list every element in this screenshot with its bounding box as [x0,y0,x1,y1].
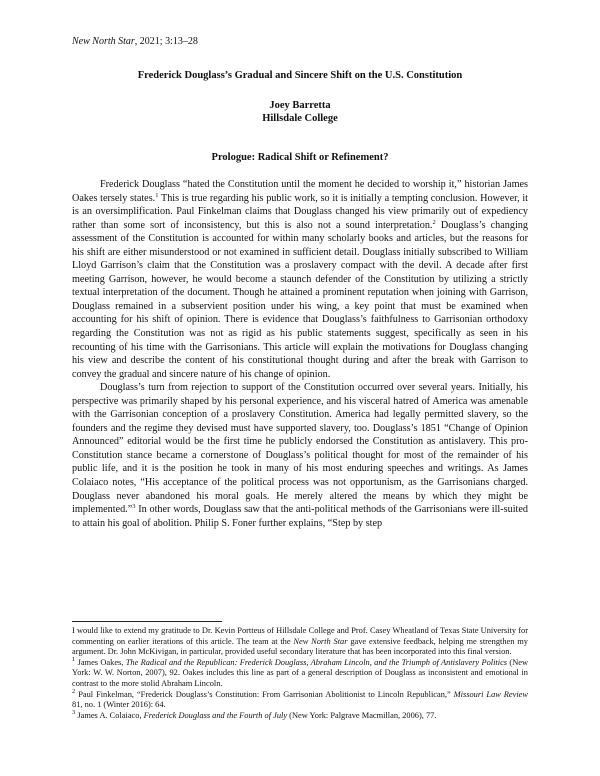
fn2-journal: Missouri Law Review [453,689,528,699]
ack-text-a: I would like to extend my gratitude to Dr. Kevin Portteus of Hillsdale College and Prof. Casey Wheatland of Texas State University for commenting on earlier iterations of this article. The team at the [72,626,528,646]
fn1-text-a: James Oakes, [75,657,126,667]
footnote-1 [72,655,529,690]
journal-volume: , 2021; 3:13–28 [134,36,198,47]
footnote-2 [72,687,528,711]
paragraph-1 [72,178,528,381]
fn1-title: The Radical and the Republican: Frederick Douglass, Abraham Lincoln, and the Triumph of Antislavery Politics [125,657,508,667]
author-affiliation: Hillsdale College [262,113,338,124]
fn1-text-b: (New York: W. W. Norton, 2007), 92. Oakes includes this line as part of a general description of Douglass as inconsistent and emotional in contrast to the more stolid Abraham Lincoln. [72,657,529,688]
section-heading: Prologue: Radical Shift or Refinement? [211,152,389,163]
footnote-ref-1[interactable]: 1 [155,191,159,199]
footnote-divider [72,621,222,622]
footnotes [72,626,528,721]
fn3-title: Frederick Douglass and the Fourth of July [143,710,288,720]
footnote-2-number: 2 [72,687,76,695]
ack-text-b: gave extensive feedback, helping me strengthen my argument. Dr. John McKivigan, in particular, provided useful secondary literature that has been incorporated into this final version. [72,636,528,657]
footnote-ref-2[interactable]: 2 [432,218,436,226]
article-title: Frederick Douglass’s Gradual and Sincere Shift on the U.S. Constitution [137,70,463,81]
footnote-3 [72,708,528,722]
p2-text-a: Douglass’s turn from rejection to support of the Constitution occurred over several years. Initially, his perspective was primarily shaped by his personal experience, and his visceral hatred of America was amenable with the Garrisonian conception of a proslavery Constitution. America had legally permitted slavery, so the founders and the regime they devised must have supported slavery, too. Douglass’s 1851 “Change of Opinion Announced” editorial would be the first time he publicly endorsed the Constitution as antislavery. This pro-Constitution stance became a cornerstone of Douglass’s political thought for most of the remainder of his public life, and it is the position he took in many of his most enduring speeches and writings. As James Colaiaco notes, “His acceptance of the political process was not opportunism, as the Garrisonians charged. Douglass never abandoned his moral goals. He merely altered the means by which they might be implemented.” [72,382,528,516]
fn2-text-a: Paul Finkelman, “Frederick Douglass’s Constitution: From Garrisonian Abolitionist to Lincoln Republican,” [75,689,454,699]
p2-text-b: In other words, Douglass saw that the anti-political methods of the Garrisonians were ill-suited to attain his goal of abolition. Philip S. Foner further explains, “Step by step [72,504,528,529]
footnote-1-number: 1 [72,655,76,663]
body-text [72,178,528,530]
journal-citation [72,36,198,47]
fn2-text-b: 81, no. 1 (Winter 2016): 64. [72,700,166,710]
author-block [72,99,528,125]
p1-text-c: Douglass’s changing assessment of the Constitution is accounted for within many scholarly books and articles, but the reasons for his shift are either misunderstood or not examined in sufficient detail. Douglass initially subscribed to William Lloyd Garrison’s claim that the Constitution was a proslavery compact with the devil. A decade after first meeting Garrison, however, he would become a staunch defender of the Constitution by utilizing a strictly textual interpretation of the document. Though he attained a prominent reputation when joining with Garrison, Douglass remained in a subservient position under his wing, a key point that must be examined when accounting for his shift of opinion. There is evidence that Douglass’s faithfulness to Garrisonian orthodoxy regarding the Constitution was not as rigid as his public statements suggest, specifically as seen in his recounting of his time with the Garrisonians. This article will explain the motivations for Douglass changing his view and describe the content of his constitutional thought during and after the break with Garrison to convey the gradual and sincere nature of his change of opinion. [72,219,528,380]
journal-name: New North Star [72,36,135,47]
p1-text-a: Frederick Douglass “hated the Constitution until the moment he decided to worship it,” historian James Oakes tersely states. [72,179,528,204]
p1-text-b: This is true regarding his public work, so it is initially a tempting conclusion. However, it is an oversimplification. Paul Finkelman claims that Douglass changed his view primarily out of expediency rather than some sort of inconsistency, but this is also not a sound interpretation. [72,192,529,231]
fn3-text-a: James A. Colaiaco, [75,710,144,720]
ack-journal: New North Star [293,636,348,646]
footnote-acknowledgment [72,626,528,658]
footnote-ref-3[interactable]: 3 [132,503,136,511]
author-name: Joey Barretta [269,100,331,111]
paragraph-2 [72,381,528,530]
fn3-text-b: (New York: Palgrave Macmillan, 2006), 77. [287,710,437,720]
footnote-3-number: 3 [72,708,76,716]
